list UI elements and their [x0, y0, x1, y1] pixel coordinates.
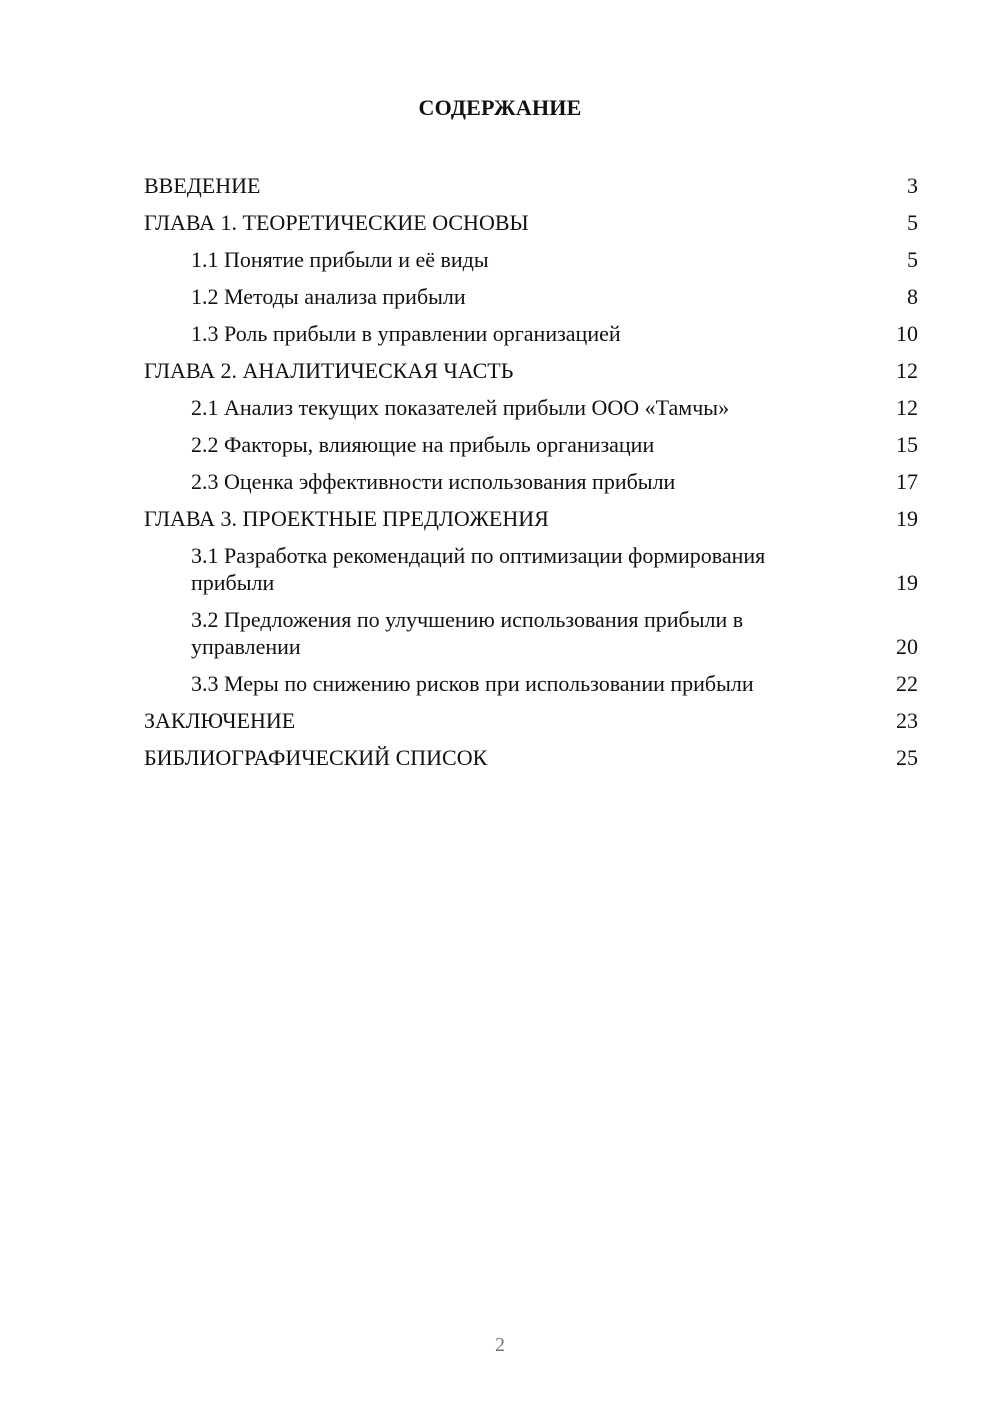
toc-entry-page: 17 [896, 469, 918, 494]
toc-entry-page: 3 [907, 173, 918, 198]
toc-entry [144, 167, 918, 204]
toc-subentry [144, 665, 918, 702]
toc-entry-label: ЗАКЛЮЧЕНИЕ [144, 708, 296, 733]
toc-entry-label: 3.2 Предложения по улучшению использования прибыли в управлении [191, 607, 744, 659]
toc-subentry [144, 389, 918, 426]
toc-entry-label: ГЛАВА 3. ПРОЕКТНЫЕ ПРЕДЛОЖЕНИЯ [144, 506, 549, 531]
toc-entry-label: 3.3 Меры по снижению рисков при использовании прибыли [191, 671, 754, 696]
toc-entry-page: 25 [896, 745, 918, 770]
toc-entry-label: 2.1 Анализ текущих показателей прибыли ООО «Тамчы» [191, 395, 730, 420]
toc-subentry [144, 241, 918, 278]
toc-entry-page: 19 [896, 570, 918, 595]
toc-entry-label: БИБЛИОГРАФИЧЕСКИЙ СПИСОК [144, 745, 488, 770]
toc-entry-page: 15 [896, 432, 918, 457]
toc-entry [144, 739, 918, 776]
toc-entry-label: 2.3 Оценка эффективности использования прибыли [191, 469, 676, 494]
toc-entry-page: 10 [896, 321, 918, 346]
page-title: СОДЕРЖАНИЕ [418, 95, 582, 120]
toc-entry-page: 20 [896, 634, 918, 659]
toc-entry [144, 352, 918, 389]
toc-entry-page: 5 [907, 247, 918, 272]
toc-entry-label: 1.1 Понятие прибыли и её виды [191, 247, 489, 272]
toc-entry-page: 19 [896, 506, 918, 531]
toc-subentry [144, 278, 918, 315]
toc-subentry [144, 463, 918, 500]
toc-entry-page: 23 [896, 708, 918, 733]
toc-entry-page: 12 [896, 358, 918, 383]
toc-subentry [144, 601, 918, 665]
toc-entry-label: 2.2 Факторы, влияющие на прибыль организации [191, 432, 655, 457]
toc-subentry [144, 426, 918, 463]
toc-entry-page: 5 [907, 210, 918, 235]
toc-subentry [144, 537, 918, 601]
toc-entry-label: ГЛАВА 1. ТЕОРЕТИЧЕСКИЕ ОСНОВЫ [144, 210, 529, 235]
toc-entry-label: 3.1 Разработка рекомендаций по оптимизации формирования прибыли [191, 543, 766, 595]
toc-entry [144, 204, 918, 241]
toc-entry-page: 22 [896, 671, 918, 696]
toc-entry-label: ВВЕДЕНИЕ [144, 173, 261, 198]
table-of-contents [144, 167, 918, 776]
page-number: 2 [495, 1334, 505, 1356]
toc-entry [144, 500, 918, 537]
toc-entry-label: 1.3 Роль прибыли в управлении организацией [191, 321, 621, 346]
toc-subentry [144, 315, 918, 352]
toc-entry-page: 12 [896, 395, 918, 420]
toc-entry [144, 702, 918, 739]
toc-entry-label: 1.2 Методы анализа прибыли [191, 284, 466, 309]
toc-entry-label: ГЛАВА 2. АНАЛИТИЧЕСКАЯ ЧАСТЬ [144, 358, 514, 383]
toc-entry-page: 8 [907, 284, 918, 309]
